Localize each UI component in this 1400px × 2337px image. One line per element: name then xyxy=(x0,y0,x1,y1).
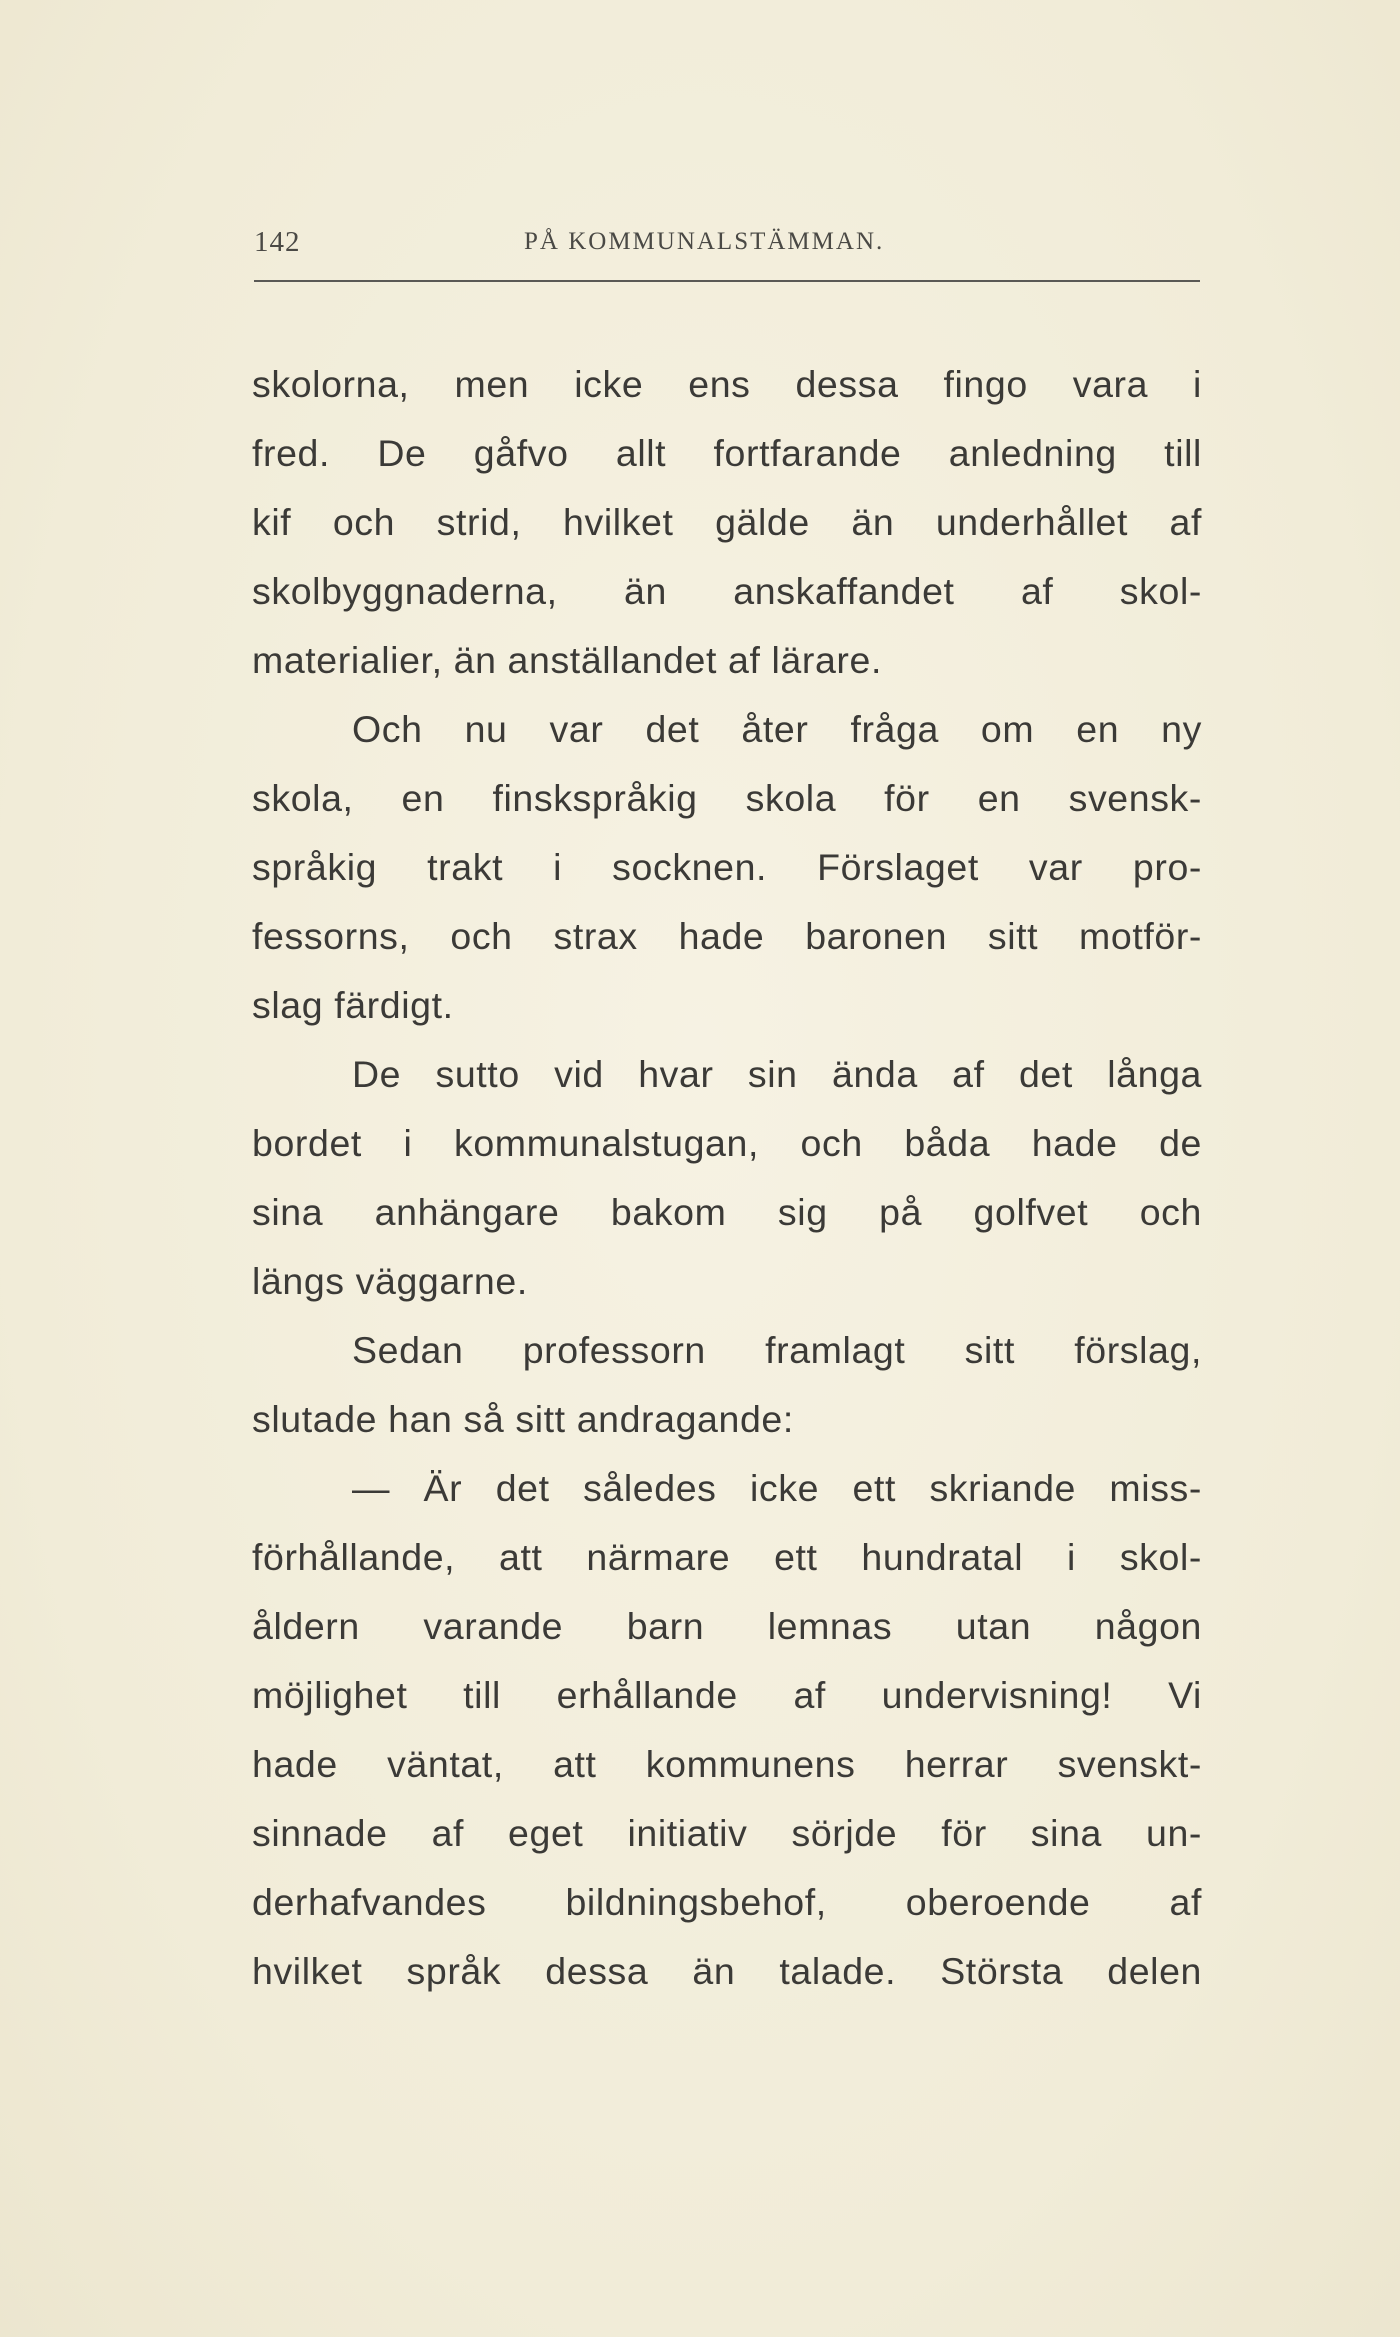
text-line: åldern varande barn lemnas utan någon xyxy=(252,1605,1202,1647)
text-line: De sutto vid hvar sin ända af det långa xyxy=(352,1053,1202,1095)
text-line: skolbyggnaderna, än anskaffandet af skol- xyxy=(252,570,1202,612)
text-line: kif och strid, hvilket gälde än underhållet af xyxy=(252,501,1202,543)
text-line: materialier, än anställandet af lärare. xyxy=(252,639,882,681)
text-line: derhafvandes bildningsbehof, oberoende af xyxy=(252,1881,1202,1923)
header-rule xyxy=(254,280,1200,282)
page-number: 142 xyxy=(254,226,301,258)
text-line: Och nu var det åter fråga om en ny xyxy=(352,708,1202,750)
text-line: hvilket språk dessa än talade. Största delen xyxy=(252,1950,1202,1992)
text-line: sinnade af eget initiativ sörjde för sina un- xyxy=(252,1812,1202,1854)
text-line: skolorna, men icke ens dessa fingo vara i xyxy=(252,363,1202,405)
text-line: språkig trakt i socknen. Förslaget var pro- xyxy=(252,846,1202,888)
text-line: fessorns, och strax hade baronen sitt motför- xyxy=(252,915,1202,957)
text-line: längs väggarne. xyxy=(252,1260,528,1302)
text-line: skola, en finskspråkig skola för en svensk- xyxy=(252,777,1202,819)
text-line: bordet i kommunalstugan, och båda hade de xyxy=(252,1122,1202,1164)
text-line: sina anhängare bakom sig på golfvet och xyxy=(252,1191,1202,1233)
text-line: möjlighet till erhållande af undervisning! Vi xyxy=(252,1674,1202,1716)
text-line: slutade han så sitt andragande: xyxy=(252,1398,794,1440)
text-line: fred. De gåfvo allt fortfarande anledning till xyxy=(252,432,1202,474)
text-line: slag färdigt. xyxy=(252,984,454,1026)
body-text xyxy=(252,350,1202,2006)
text-line: hade väntat, att kommunens herrar svenskt- xyxy=(252,1743,1202,1785)
text-line: Sedan professorn framlagt sitt förslag, xyxy=(352,1329,1202,1371)
page-header xyxy=(254,222,1198,272)
running-head: PÅ KOMMUNALSTÄMMAN. xyxy=(524,228,885,255)
text-line: förhållande, att närmare ett hundratal i skol- xyxy=(252,1536,1202,1578)
text-line: — Är det således icke ett skriande miss- xyxy=(352,1467,1202,1509)
